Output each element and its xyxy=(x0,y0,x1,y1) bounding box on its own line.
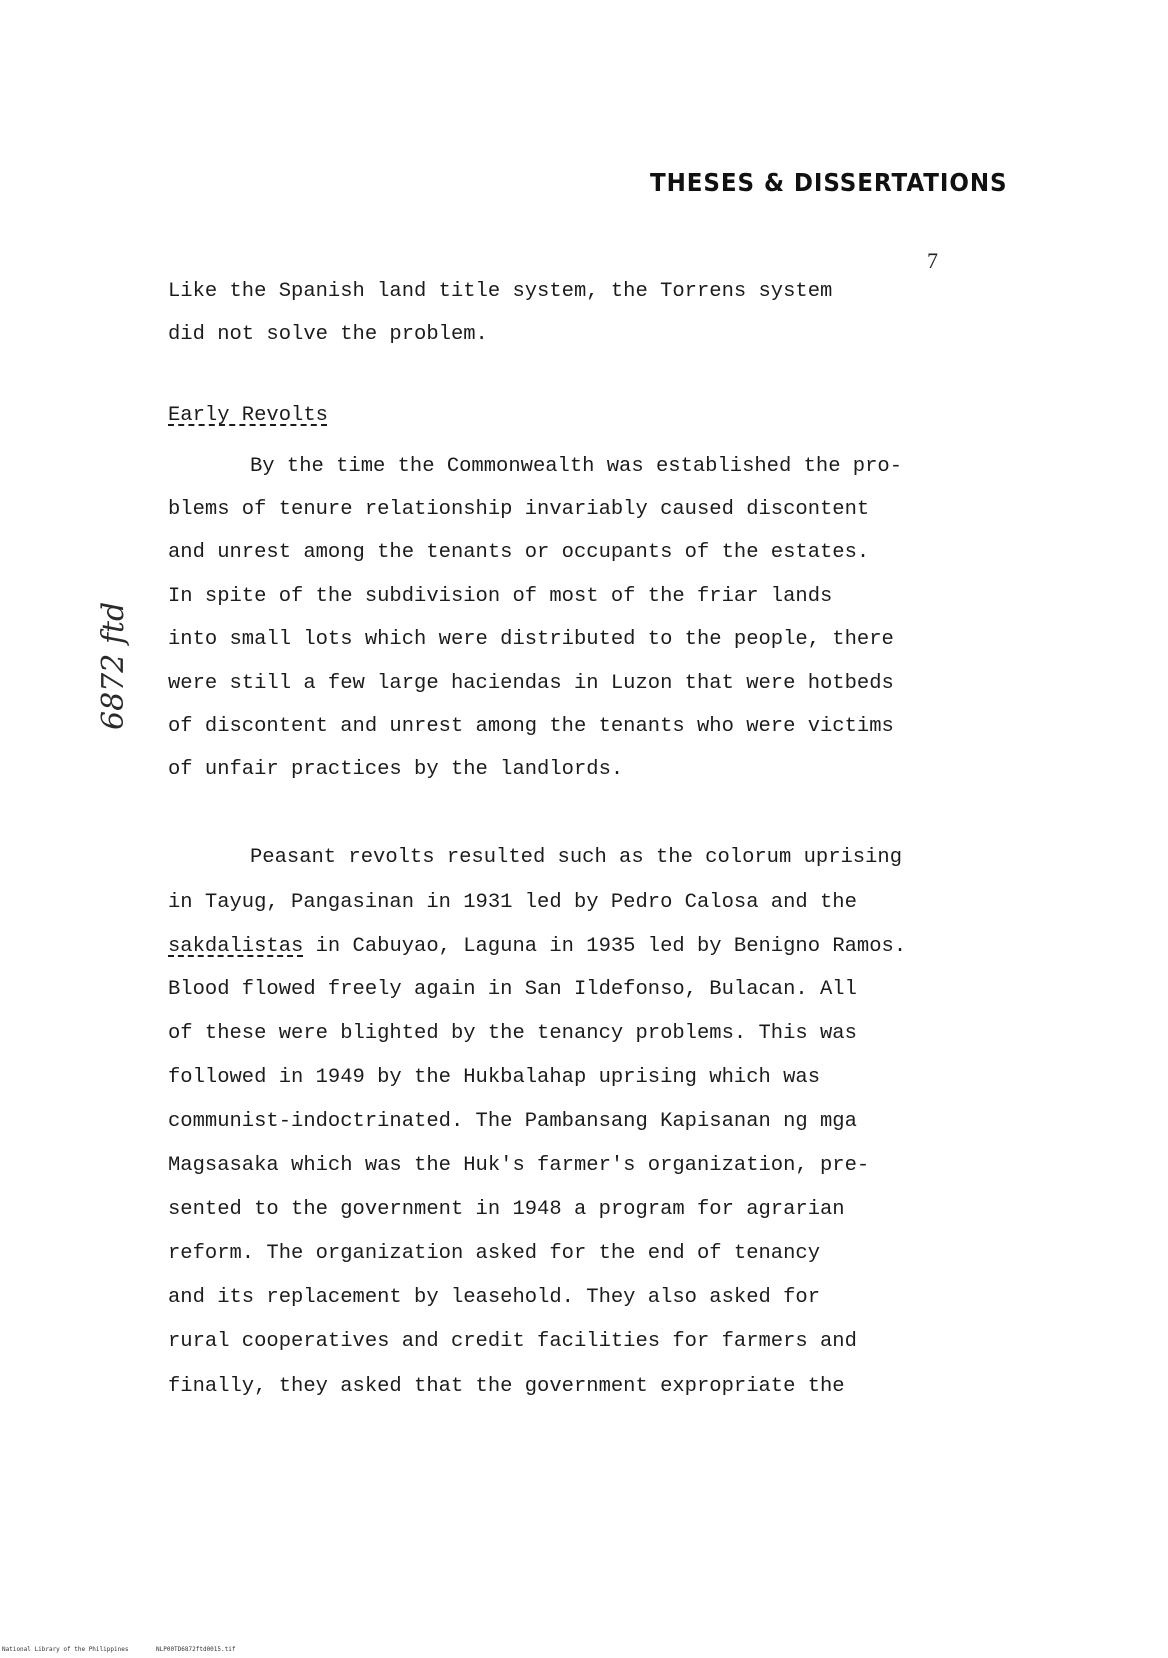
text-line: communist-indoctrinated. The Pambansang Kapisanan ng mga xyxy=(168,1110,857,1133)
text-line: Like the Spanish land title system, the Torrens system xyxy=(168,280,833,303)
text-line: rural cooperatives and credit facilities for farmers and xyxy=(168,1330,857,1353)
text-line xyxy=(168,935,906,959)
text-line: were still a few large haciendas in Luzon that were hotbeds xyxy=(168,672,894,695)
text-line: sented to the government in 1948 a program for agrarian xyxy=(168,1198,845,1221)
text-line: of discontent and unrest among the tenants who were victims xyxy=(168,715,894,738)
handwritten-call-number: 6872 ftd xyxy=(96,601,131,730)
text-line: and its replacement by leasehold. They also asked for xyxy=(168,1286,821,1309)
text-line: By the time the Commonwealth was established the pro- xyxy=(250,455,903,478)
text-line: did not solve the problem. xyxy=(168,323,488,346)
text-line: reform. The organization asked for the end of tenancy xyxy=(168,1242,821,1265)
theses-dissertations-stamp: THESES & DISSERTATIONS xyxy=(650,168,1008,197)
text-line: followed in 1949 by the Hukbalahap uprising which was xyxy=(168,1066,821,1089)
footer-library-credit: National Library of the Philippines xyxy=(2,1646,129,1653)
text-line: into small lots which were distributed to the people, there xyxy=(168,628,894,651)
text-line: and unrest among the tenants or occupants of the estates. xyxy=(168,541,870,564)
text-line: Peasant revolts resulted such as the colorum uprising xyxy=(250,846,903,869)
text-line: finally, they asked that the government expropriate the xyxy=(168,1375,845,1398)
page-number: 7 xyxy=(927,248,938,273)
text-line: Blood flowed freely again in San Ildefonso, Bulacan. All xyxy=(168,978,857,1001)
text-line: Magsasaka which was the Huk's farmer's organization, pre- xyxy=(168,1154,870,1177)
text-line: of these were blighted by the tenancy problems. This was xyxy=(168,1022,857,1045)
section-heading: Early Revolts xyxy=(168,404,328,427)
text-line: in Tayug, Pangasinan in 1931 led by Pedro Calosa and the xyxy=(168,891,857,914)
text-fragment: in Cabuyao, Laguna in 1935 led by Benigno Ramos. xyxy=(303,935,907,958)
footer-file-name: NLP00TD6872ftd0015.tif xyxy=(156,1646,236,1653)
text-line: of unfair practices by the landlords. xyxy=(168,758,624,781)
text-line: blems of tenure relationship invariably caused discontent xyxy=(168,498,870,521)
text-line: In spite of the subdivision of most of the friar lands xyxy=(168,585,833,608)
underlined-term: sakdalistas xyxy=(168,935,304,958)
